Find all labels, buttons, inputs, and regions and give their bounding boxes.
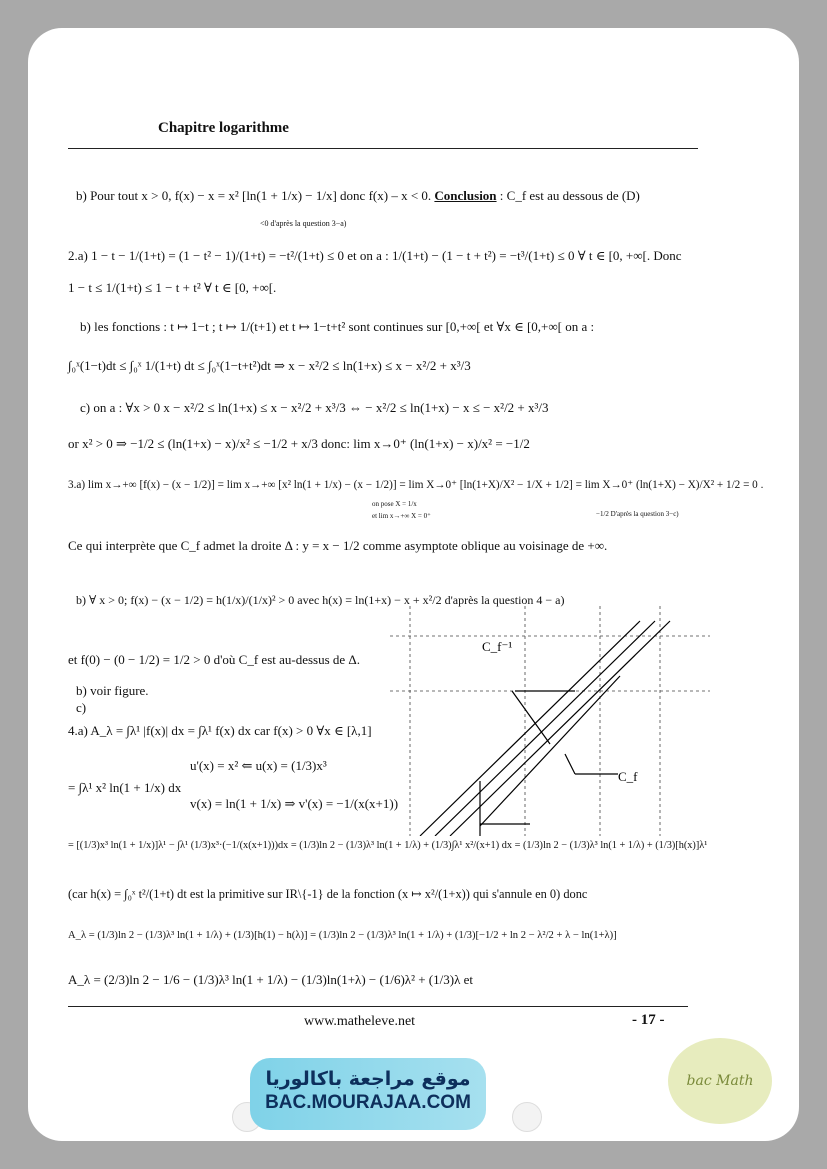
line-4a-A1: A_λ = (1/3)ln 2 − (1/3)λ³ ln(1 + 1/λ) + (1/3)[h(1) − h(λ)] = (1/3)ln 2 − (1/3)λ³ ln(1 + 1/λ) + (1/3)[−1/2 + ln 2 − λ²/2 + λ − ln(1+λ)] — [68, 930, 617, 941]
line-3b-f0: et f(0) − (0 − 1/2) = 1/2 > 0 d'où C_f est au-dessus de Δ. — [68, 652, 361, 667]
footer-divider — [68, 1006, 688, 1007]
label-curve: C_f — [618, 769, 638, 784]
line-3c: c) — [76, 700, 87, 715]
line-4a-A2: A_λ = (2/3)ln 2 − 1/6 − (1/3)λ³ ln(1 + 1/λ) − (1/3)ln(1+λ) − (1/6)λ² + (1/3)λ et — [68, 972, 474, 987]
label-inverse: C_f⁻¹ — [482, 639, 513, 654]
line-2a: 2.a) 1 − t − 1/(1+t) = (1 − t² − 1)/(1+t) = −t²/(1+t) ≤ 0 et on a : 1/(1+t) − (1 − t + t²) = −t³/(1+t) ≤ 0 ∀ t ∈ [0, +∞[. Donc — [68, 248, 682, 263]
line-4a-car: (car h(x) = ∫₀ˣ t²/(1+t) dt est la primitive sur IR\{-1} de la fonction (x ↦ x²/(1+x)) qui s'annule en 0) donc — [68, 887, 588, 901]
note-under-b: <0 d'après la question 3−a) — [260, 219, 347, 228]
header-divider — [68, 148, 698, 149]
line-2a-b: 1 − t ≤ 1/(1+t) ≤ 1 − t + t² ∀ t ∈ [0, +∞[. — [68, 280, 277, 295]
line-3a-asym: Ce qui interprète que C_f admet la droite Δ : y = x − 1/2 comme asymptote oblique au voisinage de +∞. — [68, 538, 608, 553]
line-2b: b) les fonctions : t ↦ 1−t ; t ↦ 1/(t+1) et t ↦ 1−t+t² sont continues sur [0,+∞[ et ∀x ∈ [0,+∞[ on a : — [80, 319, 595, 334]
page-number: - 17 - — [632, 1012, 665, 1028]
figure-graph — [390, 606, 710, 836]
note-3a-1: on pose X = 1/x — [372, 500, 417, 508]
line-4a: 4.a) A_λ = ∫λ¹ |f(x)| dx = ∫λ¹ f(x) dx car f(x) > 0 ∀x ∈ [λ,1] — [68, 723, 372, 738]
line-4a-u: u'(x) = x² ⇐ u(x) = (1/3)x³ — [190, 758, 327, 773]
line-3b-fig: b) voir figure. — [76, 683, 149, 698]
banner-latin: BAC.MOURAJAA.COM — [265, 1092, 471, 1113]
line-4a-int: = ∫λ¹ x² ln(1 + 1/x) dx — [68, 780, 182, 795]
line-4a-ipp: = [(1/3)x³ ln(1 + 1/x)]λ¹ − ∫λ¹ (1/3)x³·(−1/(x(x+1)))dx = (1/3)ln 2 − (1/3)λ³ ln(1 + 1/λ) + (1/3)∫λ¹ x²/(x+1) dx = (1/3)ln 2 − (1/3)λ³ ln(1 + 1/λ) + (1/3)[h(x)]λ¹ — [68, 840, 708, 851]
page-sheet — [28, 28, 799, 1141]
footer-url[interactable]: www.matheleve.net — [304, 1014, 416, 1029]
line-1b: b) Pour tout x > 0, f(x) − x = x² [ln(1 + 1/x) − 1/x] donc f(x) – x < 0. Conclusion : C_f est au dessous de (D) — [76, 188, 640, 203]
note-3a-3: −1/2 D'après la question 3−c) — [596, 510, 679, 518]
line-3a: 3.a) lim x→+∞ [f(x) − (x − 1/2)] = lim x→+∞ [x² ln(1 + 1/x) − (x − 1/2)] = lim X→0⁺ [ln(1+X)/X² − 1/X + 1/2] = lim X→0⁺ (ln(1+X) − X)/X² + 1/2 = 0 . — [68, 479, 764, 491]
line-4a-v: v(x) = ln(1 + 1/x) ⇒ v'(x) = −1/(x(x+1)) — [190, 796, 399, 811]
line-2b-int: ∫₀ˣ(1−t)dt ≤ ∫₀ˣ 1/(1+t) dt ≤ ∫₀ˣ(1−t+t²)dt ⇒ x − x²/2 ≤ ln(1+x) ≤ x − x²/2 + x³/3 — [68, 358, 471, 373]
right-logo-icon — [512, 1102, 542, 1132]
line-2c: c) on a : ∀x > 0 x − x²/2 ≤ ln(1+x) ≤ x − x²/2 + x³/3 ⇔ − x²/2 ≤ ln(1+x) − x ≤ − x²/2 + x³/3 — [80, 400, 549, 415]
conclusion-label: Conclusion — [434, 188, 497, 203]
bac-math-badge: bac Math — [668, 1038, 772, 1124]
line-3b: b) ∀ x > 0; f(x) − (x − 1/2) = h(1/x)/(1/x)² > 0 avec h(x) = ln(1+x) − x + x²/2 d'après la question 4 − a) — [76, 593, 565, 607]
page-title: Chapitre logarithme — [158, 120, 289, 136]
line-2c-lim: or x² > 0 ⇒ −1/2 ≤ (ln(1+x) − x)/x² ≤ −1/2 + x/3 donc: lim x→0⁺ (ln(1+x) − x)/x² = −1/2 — [68, 436, 530, 451]
banner-arabic: موقع مراجعة باكالوريا — [265, 1068, 471, 1090]
note-3a-2: et lim x→+∞ X = 0⁺ — [372, 512, 431, 520]
bac-banner[interactable] — [250, 1058, 486, 1130]
